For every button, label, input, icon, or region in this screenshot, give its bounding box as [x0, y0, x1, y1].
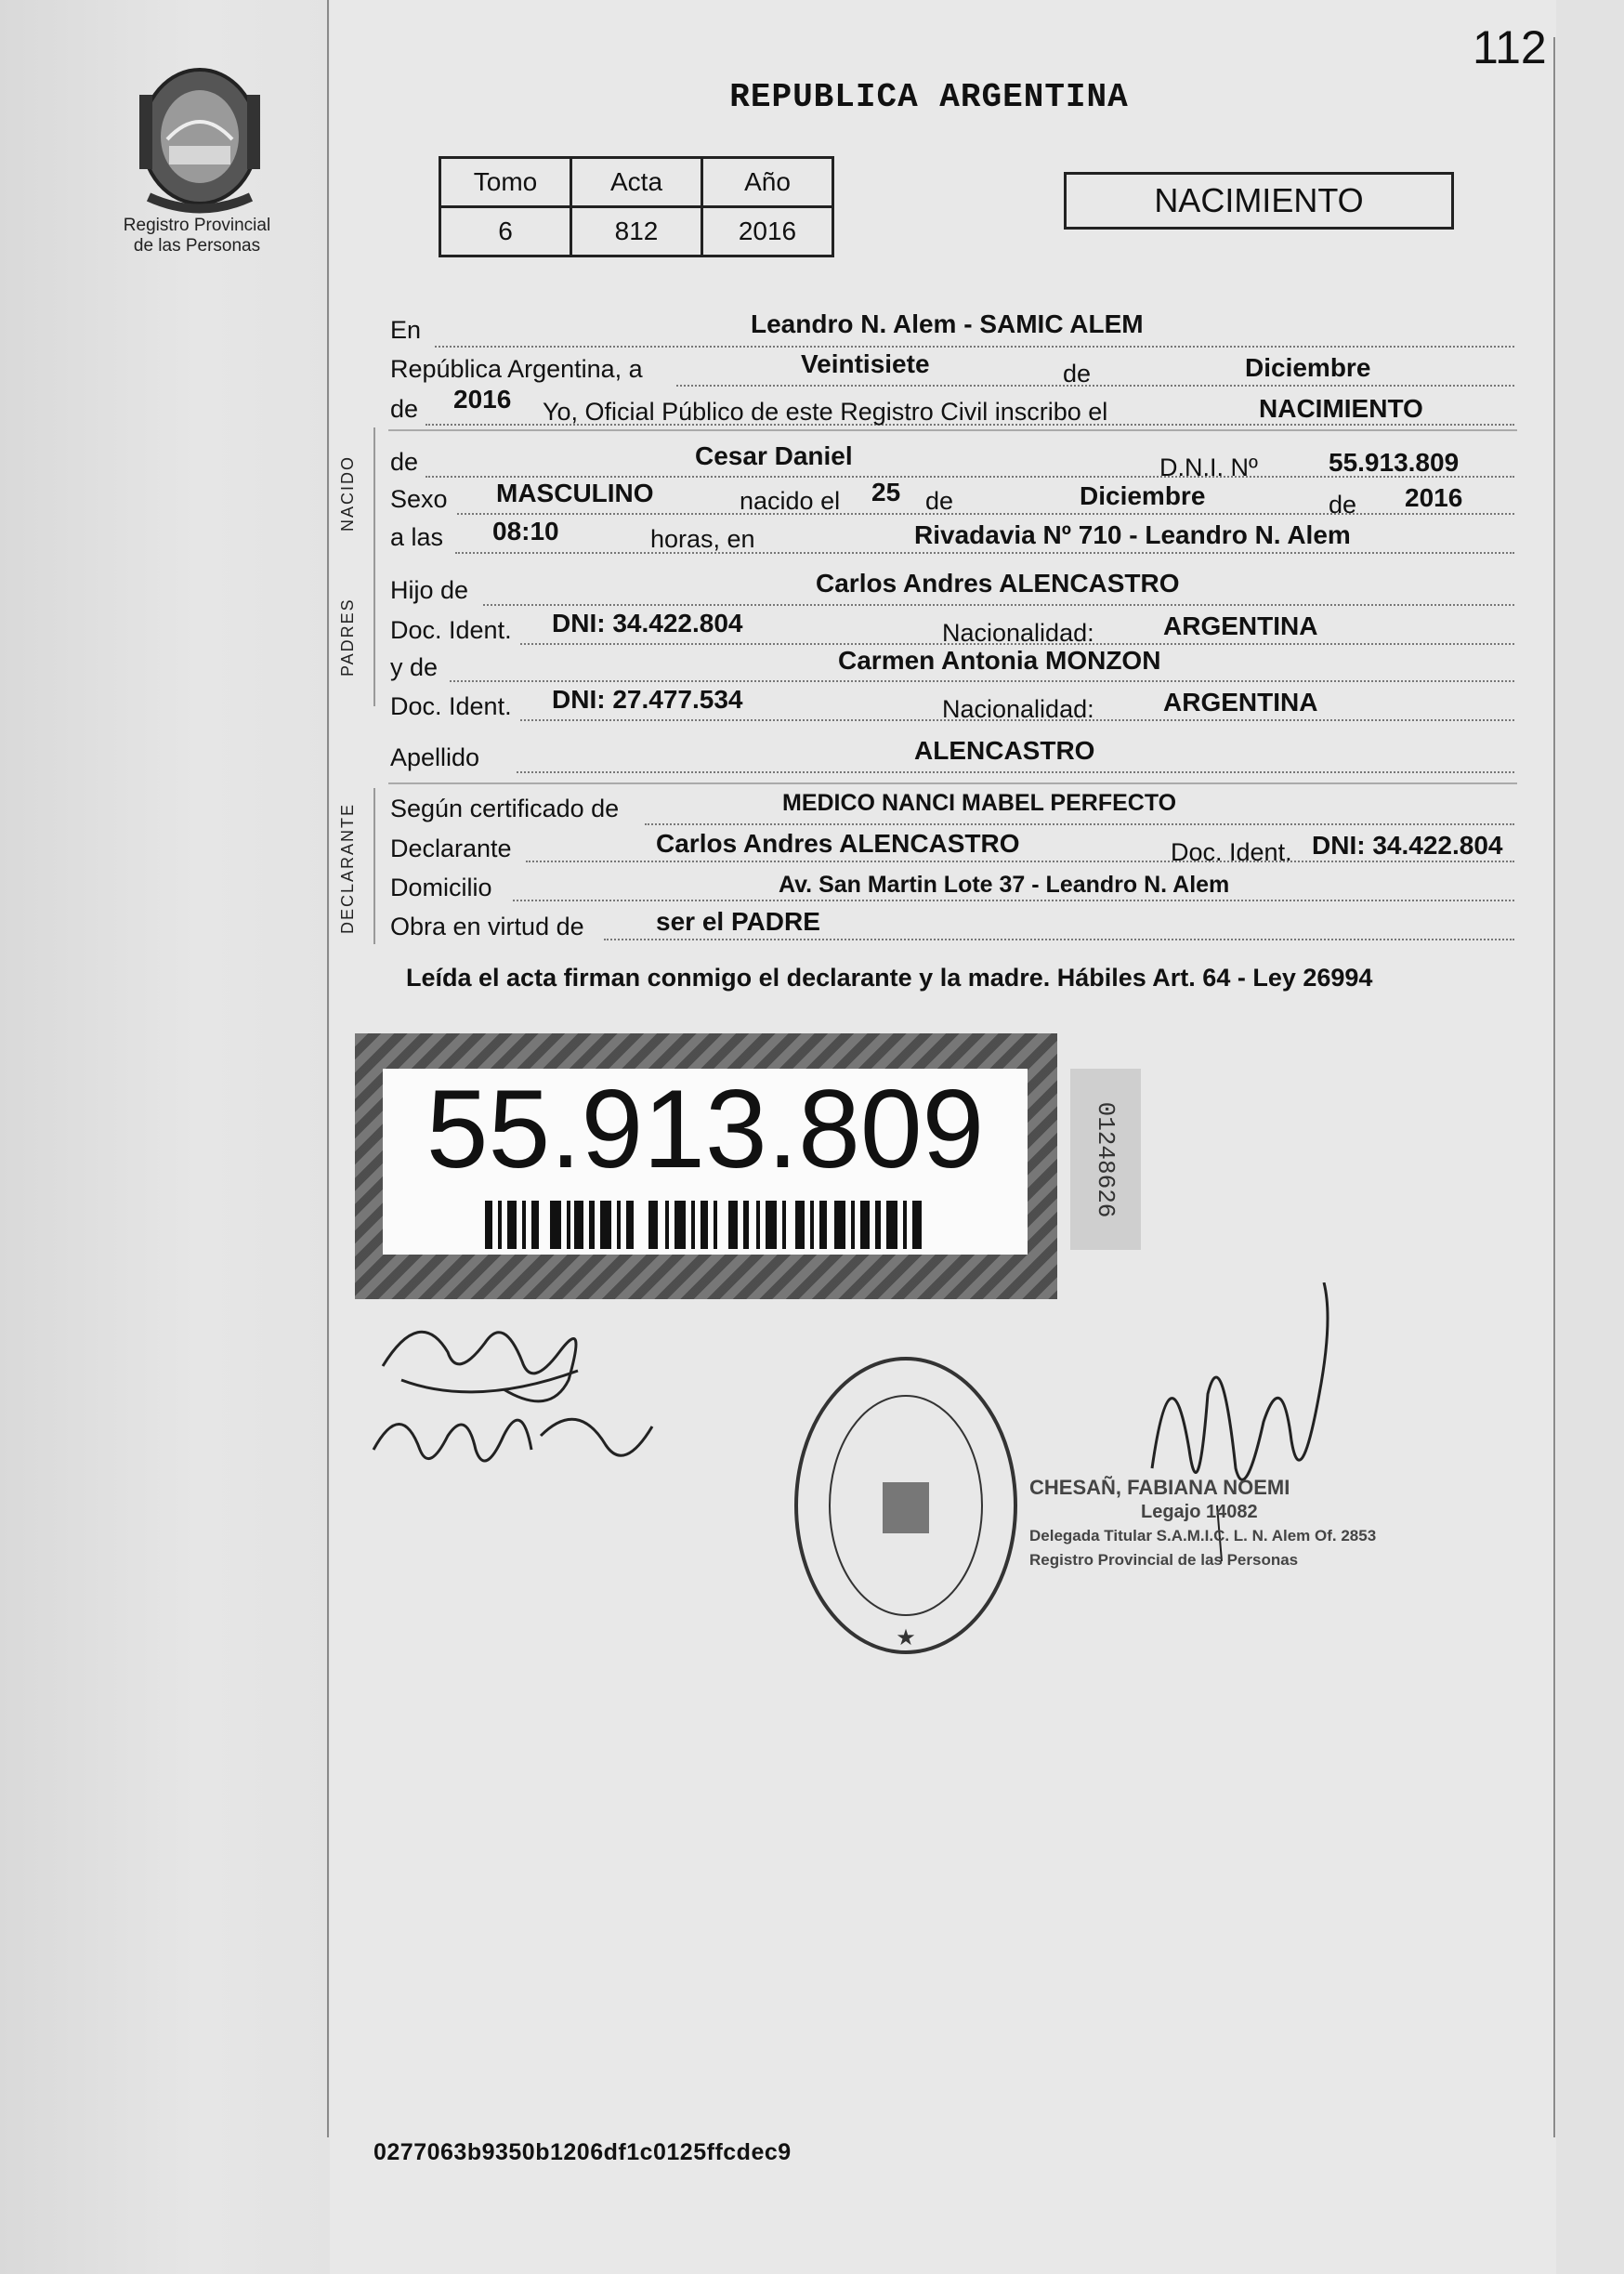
de-label: de [1329, 491, 1357, 519]
declarante-doc-value: DNI: 34.422.804 [1312, 831, 1503, 860]
official-stamp [790, 1352, 1022, 1659]
en-label: En [390, 316, 422, 344]
dotted-line [676, 385, 1514, 387]
padre-nac-value: ARGENTINA [1163, 611, 1318, 640]
de-label: de [390, 395, 419, 423]
barcode-icon [485, 1201, 922, 1249]
dotted-line [645, 823, 1514, 825]
dni-value: 55.913.809 [1329, 448, 1460, 477]
official-block [1029, 1476, 1457, 1572]
dotted-line [526, 861, 1514, 862]
anio-value: 2016 [453, 385, 512, 414]
dni-label: D.N.I. Nº [1159, 453, 1258, 481]
apellido-label: Apellido [390, 743, 480, 771]
dotted-line [450, 680, 1514, 682]
doc-ident-label: Doc. Ident. [390, 692, 512, 720]
official-name: CHESAÑ, FABIANA NOEMI [1029, 1476, 1290, 1499]
republica-label: República Argentina, a [390, 355, 643, 383]
sticker-label [383, 1069, 1028, 1255]
row-rule [388, 782, 1517, 784]
side-code-value: 01248626 [1092, 1101, 1120, 1217]
decl-doc-label: Doc. Ident. [1171, 838, 1292, 866]
hijo-label: Hijo de [390, 576, 469, 604]
domicilio-label: Domicilio [390, 874, 492, 901]
hora-value: 08:10 [492, 517, 559, 545]
y-de-label: y de [390, 653, 439, 681]
madre-doc-value: DNI: 27.477.534 [552, 685, 743, 714]
lugar-value: Leandro N. Alem - SAMIC ALEM [751, 309, 1144, 338]
official-cargo: Delegada Titular S.A.M.I.C. L. N. Alem Of. 2853 [1029, 1527, 1377, 1544]
sexo-label: Sexo [390, 485, 448, 513]
domicilio-value: Av. San Martin Lote 37 - Leandro N. Alem [779, 872, 1230, 898]
sticker-number: 55.913.809 [426, 1067, 985, 1191]
row-rule [388, 429, 1517, 431]
parent-signatures-icon [364, 1287, 680, 1501]
dia-value: Veintisiete [801, 349, 930, 378]
lugar-nac-value: Rivadavia Nº 710 - Leandro N. Alem [914, 520, 1351, 549]
page-title: REPUBLICA ARGENTINA [729, 78, 1129, 116]
madre-value: Carmen Antonia MONZON [838, 646, 1161, 675]
document-hash: 0277063b9350b1206df1c0125ffcdec9 [373, 2139, 792, 2165]
obra-label: Obra en virtud de [390, 913, 584, 940]
apellido-value: ALENCASTRO [914, 736, 1095, 765]
section-label-nacido: NACIDO [338, 454, 357, 532]
anio-value: 2016 [702, 207, 833, 256]
inscribo-text: Yo, Oficial Público de este Registro Civil inscribo el [543, 398, 1108, 426]
left-margin [0, 0, 330, 2274]
dotted-line [513, 900, 1514, 901]
dotted-line [455, 552, 1514, 554]
dotted-line [483, 604, 1514, 606]
page-number: 112 [1473, 21, 1547, 73]
dotted-line [435, 346, 1514, 348]
madre-nac-value: ARGENTINA [1163, 688, 1318, 716]
doc-ident-label: Doc. Ident. [390, 616, 512, 644]
official-entidad: Registro Provincial de las Personas [1029, 1551, 1299, 1569]
nacionalidad-label: Nacionalidad: [942, 619, 1094, 647]
closing-statement: Leída el acta firman conmigo el declarante y la madre. Hábiles Art. 64 - Ley 26994 [406, 964, 1373, 992]
de-label: de [1063, 360, 1092, 388]
padre-doc-value: DNI: 34.422.804 [552, 609, 743, 638]
sexo-value: MASCULINO [496, 479, 654, 507]
de-label: de [925, 487, 954, 515]
section-label-declarante: DECLARANTE [338, 802, 357, 934]
acta-value: 812 [571, 207, 702, 256]
tipo-value: NACIMIENTO [1259, 394, 1423, 423]
dotted-line [604, 939, 1514, 940]
certificado-label: Según certificado de [390, 795, 620, 822]
acta-header: Acta [571, 158, 702, 207]
section-label-padres: PADRES [338, 598, 357, 677]
de-label: de [390, 448, 419, 476]
nacionalidad-label: Nacionalidad: [942, 695, 1094, 723]
provincial-emblem-icon [130, 58, 269, 216]
declarante-label: Declarante [390, 835, 512, 862]
anio-header: Año [702, 158, 833, 207]
horas-en-label: horas, en [650, 525, 755, 553]
record-type-box: NACIMIENTO [1064, 172, 1454, 230]
official-legajo: Legajo 14082 [1141, 1502, 1258, 1522]
register-table [439, 156, 834, 257]
page-left-border [327, 0, 329, 2137]
tomo-header: Tomo [440, 158, 571, 207]
section-divider [373, 427, 375, 706]
tomo-value: 6 [440, 207, 571, 256]
side-code-label [1070, 1069, 1141, 1250]
section-divider [373, 788, 375, 944]
declarante-value: Carlos Andres ALENCASTRO [656, 829, 1020, 858]
mes-nac-value: Diciembre [1080, 481, 1206, 510]
dia-nac-value: 25 [871, 478, 901, 506]
svg-text:★: ★ [896, 1624, 916, 1650]
padre-value: Carlos Andres ALENCASTRO [816, 569, 1180, 598]
certificado-value: MEDICO NANCI MABEL PERFECTO [782, 790, 1177, 816]
a-las-label: a las [390, 523, 444, 551]
page-right-border [1553, 37, 1555, 2137]
nombre-value: Cesar Daniel [695, 441, 853, 470]
anio-nac-value: 2016 [1405, 483, 1463, 512]
identity-sticker [355, 1033, 1057, 1299]
stamp-seal-icon [790, 1352, 1022, 1659]
nacido-label: nacido el [740, 487, 841, 515]
dotted-line [517, 771, 1514, 773]
mes-value: Diciembre [1245, 353, 1371, 382]
obra-value: ser el PADRE [656, 907, 820, 936]
registry-label: Registro Provincial de las Personas [123, 216, 271, 256]
